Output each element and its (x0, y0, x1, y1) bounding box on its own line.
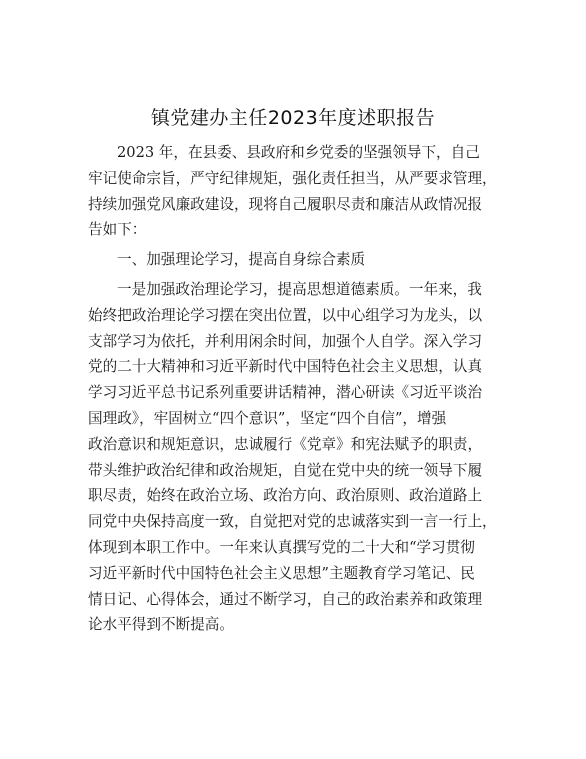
text-line: 职尽责，始终在政治立场、政治方向、政治原则、政治道路上 (88, 487, 483, 505)
text-line: 支部学习为依托，并利用闲余时间，加强个人自学。深入学习 (88, 332, 483, 350)
text-line: 学习习近平总书记系列重要讲话精神，潜心研读《习近平谈治 (88, 384, 483, 402)
text-line: 体现到本职工作中。一年来认真撰写党的二十大和“学习贯彻 (88, 538, 475, 556)
intro-paragraph (88, 140, 512, 243)
text-line: 始终把政治理论学习摆在突出位置，以中心组学习为龙头，以 (88, 306, 483, 324)
text-line: 持续加强党风廉政建设，现将自己履职尽责和廉洁从政情况报 (88, 195, 483, 213)
text-line: 论水平得到不断提高。 (88, 616, 234, 634)
text-line: 习近平新时代中国特色社会主义思想”主题教育学习笔记、民 (88, 564, 475, 582)
text-line: 党的二十大精神和习近平新时代中国特色社会主义思想，认真 (88, 358, 483, 376)
section-heading: 一、加强理论学习，提高自身综合素质 (117, 251, 366, 269)
text-line: 告如下： (88, 221, 147, 239)
text-line: 带头维护政治纪律和政治规矩，自觉在党中央的统一领导下履 (88, 461, 483, 479)
text-line: 同党中央保持高度一致，自觉把对党的忠诚落实到一言一行上， (88, 513, 497, 531)
body-paragraph (88, 277, 512, 638)
text-line: 政治意识和规矩意识，忠诚履行《党章》和宪法赋予的职责， (88, 435, 483, 453)
document-title: 镇党建办主任2023年度述职报告 (150, 107, 436, 129)
text-line: 国理政》，牢固树立“四个意识”，坚定“四个自信”，增强 (88, 409, 447, 427)
text-line: 2023 年，在县委、县政府和乡党委的坚强领导下，自己 (117, 144, 480, 161)
text-line: 情日记、心得体会，通过不断学习，自己的政治素养和政策理 (88, 590, 483, 608)
text-line: 一是加强政治理论学习，提高思想道德素质。一年来，我 (117, 280, 482, 298)
text-line: 牢记使命宗旨，严守纪律规矩，强化责任担当，从严要求管理， (88, 169, 497, 187)
document-body (88, 140, 512, 638)
